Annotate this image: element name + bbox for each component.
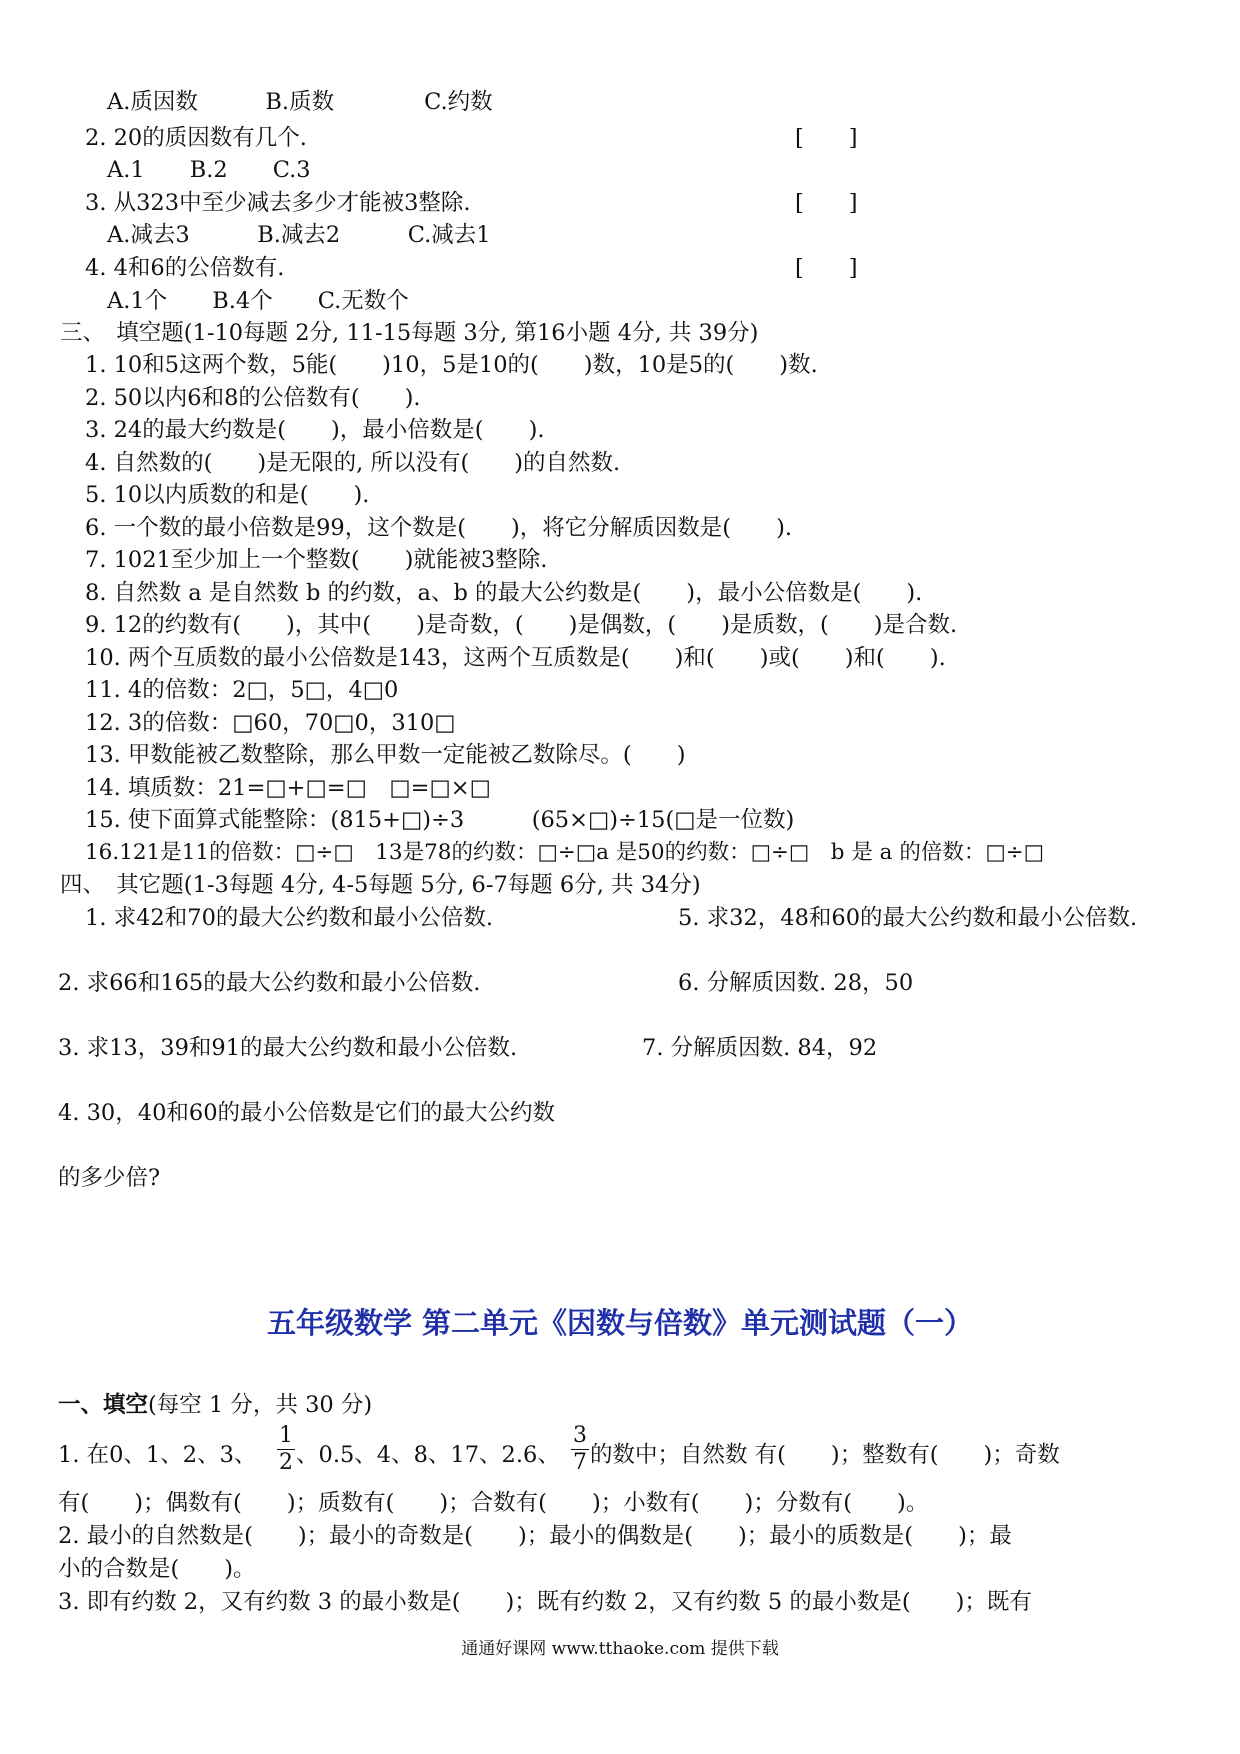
question-line: 12. 3的倍数：□60，70□0，310□ — [85, 710, 456, 736]
question-line: 1. 求42和70的最大公约数和最小公倍数. — [85, 905, 494, 931]
question-line: 的多少倍? — [58, 1165, 161, 1191]
question-line: 11. 4的倍数：2□，5□，4□0 — [85, 677, 399, 703]
answer-bracket: [ ] — [795, 125, 858, 151]
question-line: 8. 自然数 a 是自然数 b 的约数，a、b 的最大公约数是( )，最小公倍数是( ). — [85, 580, 923, 606]
fraction-denominator: 2 — [279, 1450, 293, 1475]
section-heading-note: (每空 1 分，共 30 分) — [148, 1392, 373, 1418]
fraction — [277, 1425, 295, 1474]
answer-bracket: [ ] — [795, 190, 858, 216]
question-line: 5. 求32，48和60的最大公约数和最小公倍数. — [678, 905, 1138, 931]
question-line: 3. 即有约数 2，又有约数 3 的最小数是( )；既有约数 2，又有约数 5 的最小数是( )；既有 — [58, 1589, 1032, 1615]
question-line: 15. 使下面算式能整除：(815+□)÷3 (65×□)÷15(□是一位数) — [85, 807, 795, 833]
question-line: 9. 12的约数有( )，其中( )是奇数，( )是偶数，( )是质数，( )是合数. — [85, 612, 958, 638]
question-line: 2. 最小的自然数是( )；最小的奇数是( )；最小的偶数是( )；最小的质数是( )；最 — [58, 1523, 1012, 1549]
question-line: 4. 30，40和60的最小公倍数是它们的最大公约数 — [58, 1100, 556, 1126]
section-heading — [58, 1390, 372, 1420]
fraction — [571, 1425, 589, 1474]
question-line: 7. 分解质因数. 84，92 — [642, 1035, 878, 1061]
section-heading: 四、 其它题(1-3每题 4分, 4-5每题 5分, 6-7每题 6分, 共 34分) — [60, 872, 701, 898]
choice-line: A.质因数 B.质数 C.约数 — [107, 89, 493, 115]
question-line: 10. 两个互质数的最小公倍数是143，这两个互质数是( )和( )或( )和( ). — [85, 645, 946, 671]
question-line: 6. 一个数的最小倍数是99，这个数是( )，将它分解质因数是( ). — [85, 515, 793, 541]
section-heading: 三、 填空题(1-10每题 2分, 11-15每题 3分, 第16小题 4分, 共 39分) — [60, 320, 759, 346]
question-line: 1. 10和5这两个数，5能( )10，5是10的( )数，10是5的( )数. — [85, 352, 818, 378]
question-line: 3. 求13，39和91的最大公约数和最小公倍数. — [58, 1035, 518, 1061]
question-line: 4. 4和6的公倍数有. — [85, 255, 285, 281]
fraction-numerator: 1 — [279, 1423, 293, 1448]
choice-line: A.1个 B.4个 C.无数个 — [107, 288, 409, 314]
question-line: 1. 在0、1、2、3、 — [58, 1442, 257, 1468]
answer-bracket: [ ] — [795, 255, 858, 281]
fraction-denominator: 7 — [573, 1450, 587, 1475]
fraction-numerator: 3 — [573, 1423, 587, 1448]
choice-line: A.减去3 B.减去2 C.减去1 — [107, 222, 491, 248]
question-line: 14. 填质数：21=□+□=□ □=□×□ — [85, 775, 491, 801]
question-line: 的数中；自然数 有( )；整数有( )；奇数 — [590, 1442, 1060, 1468]
question-line: 有( )；偶数有( )；质数有( )；合数有( )；小数有( )；分数有( )。 — [58, 1490, 929, 1516]
question-line: 2. 求66和165的最大公约数和最小公倍数. — [58, 970, 481, 996]
question-line: 2. 20的质因数有几个. — [85, 125, 307, 151]
question-line: 4. 自然数的( )是无限的, 所以没有( )的自然数. — [85, 450, 621, 476]
question-line: 小的合数是( )。 — [58, 1556, 256, 1582]
question-line: 5. 10以内质数的和是( ). — [85, 482, 370, 508]
question-line: 3. 从323中至少减去多少才能被3整除. — [85, 190, 471, 216]
question-line: 3. 24的最大约数是( )，最小倍数是( ). — [85, 417, 545, 443]
question-line: 6. 分解质因数. 28，50 — [678, 970, 914, 996]
choice-line: A.1 B.2 C.3 — [107, 157, 311, 183]
question-line: 、0.5、4、8、17、2.6、 — [296, 1442, 560, 1468]
question-line: 16.121是11的倍数：□÷□ 13是78的约数：□÷□a 是50的约数：□÷□ b 是 a 的倍数：□÷□ — [85, 840, 1044, 865]
question-line: 13. 甲数能被乙数整除，那么甲数一定能被乙数除尽。( ) — [85, 742, 686, 768]
question-line: 7. 1021至少加上一个整数( )就能被3整除. — [85, 547, 548, 573]
section-heading-label: 一、填空 — [58, 1392, 149, 1418]
question-line: 2. 50以内6和8的公倍数有( ). — [85, 385, 421, 411]
page-title: 五年级数学 第二单元《因数与倍数》单元测试题（一） — [266, 1306, 974, 1340]
page-footer: 通通好课网 www.tthaoke.com 提供下载 — [461, 1639, 779, 1659]
